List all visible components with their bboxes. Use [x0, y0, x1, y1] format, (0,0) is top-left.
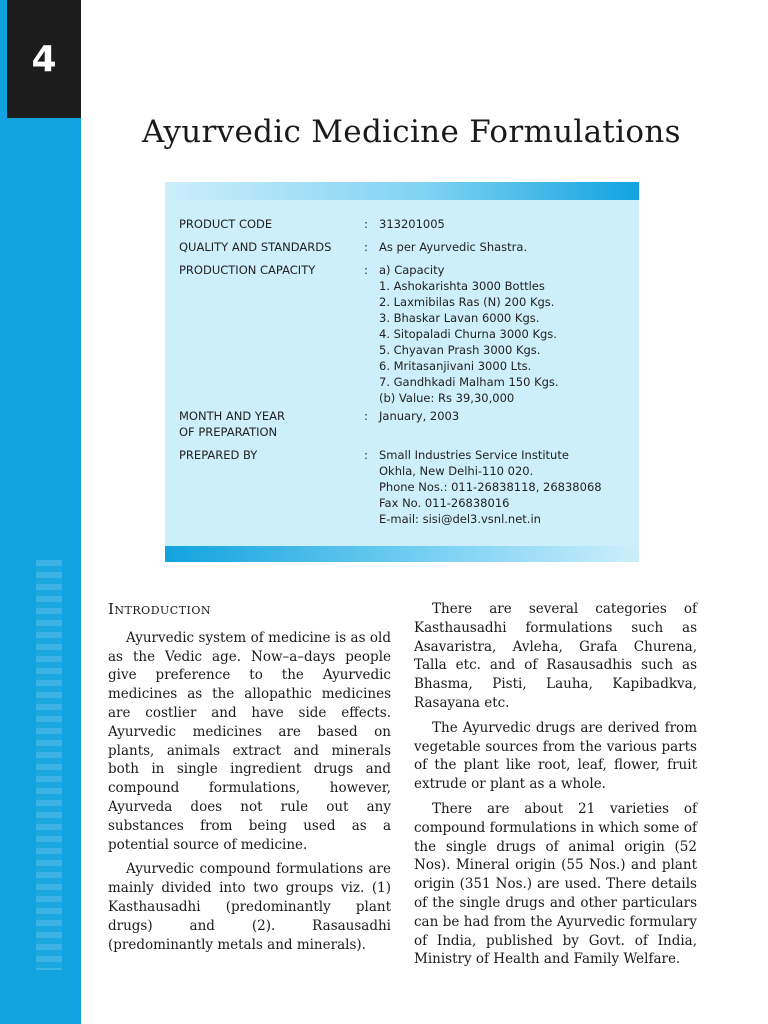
- info-label: PRODUCT CODE: [179, 217, 273, 231]
- left-column: [108, 600, 391, 960]
- section-heading: Introduction: [108, 600, 212, 618]
- chapter-number: 4: [7, 0, 81, 118]
- info-value-line: January, 2003: [379, 409, 460, 423]
- info-value-line: 1. Ashokarishta 3000 Bottles: [379, 279, 545, 293]
- info-value: [379, 447, 639, 527]
- info-value: [379, 239, 639, 255]
- info-colon: :: [364, 240, 368, 254]
- info-value: [379, 408, 639, 424]
- info-value: [379, 262, 639, 406]
- info-value-line: 6. Mritasanjivani 3000 Lts.: [379, 359, 532, 373]
- info-value-line: a) Capacity: [379, 263, 445, 277]
- info-label: PREPARED BY: [179, 448, 258, 462]
- info-value-line: Okhla, New Delhi-110 020.: [379, 464, 534, 478]
- info-box-bottom-bar: [165, 546, 639, 562]
- info-value-line: Fax No. 011-26838016: [379, 496, 510, 510]
- info-value-line: Small Industries Service Institute: [379, 448, 569, 462]
- info-colon: :: [364, 217, 368, 231]
- info-box-top-bar: [165, 182, 639, 200]
- info-value-line: 5. Chyavan Prash 3000 Kgs.: [379, 343, 541, 357]
- page-title: Ayurvedic Medicine Formulations: [142, 114, 681, 150]
- info-value-line: As per Ayurvedic Shastra.: [379, 240, 528, 254]
- info-colon: :: [364, 448, 368, 462]
- info-label: MONTH AND YEAR OF PREPARATION: [179, 409, 286, 439]
- info-value-line: Phone Nos.: 011-26838118, 26838068: [379, 480, 602, 494]
- info-value-line: 3. Bhaskar Lavan 6000 Kgs.: [379, 311, 540, 325]
- paragraph: There are several categories of Kasthausadhi formulations such as Asavaristra, Avleha, Grafa Churena, Talla etc. and of Rasausadhis such as Bhasma, Pisti, Lauha, Kapibadkva, Rasayana etc.: [414, 601, 697, 711]
- paragraph: Ayurvedic system of medicine is as old as the Vedic age. Now–a–days people give preference to the Ayurvedic medicines as the allopathic medicines are costlier and have side effects. Ayurvedic medicines are based on plants, animals extract and minerals both in single ingredient drugs and compound formulations, however, Ayurveda does not rule out any substances from being used as a potential source of medicine.: [108, 629, 391, 853]
- info-label: PRODUCTION CAPACITY: [179, 263, 316, 277]
- paragraph: Ayurvedic compound formulations are mainly divided into two groups viz. (1) Kasthausadhi (predominantly plant drugs) and (2). Rasausadhi (predominantly metals and minerals).: [108, 861, 391, 953]
- info-label: QUALITY AND STANDARDS: [179, 240, 332, 254]
- info-value-line: 2. Laxmibilas Ras (N) 200 Kgs.: [379, 295, 555, 309]
- info-colon: :: [364, 409, 368, 423]
- info-value-line: (b) Value: Rs 39,30,000: [379, 391, 515, 405]
- sidebar-stripe: [0, 0, 81, 1024]
- info-value: [379, 216, 639, 232]
- info-colon: :: [364, 263, 368, 277]
- right-column: [414, 600, 697, 975]
- info-box: [165, 182, 639, 562]
- info-value-line: 7. Gandhkadi Malham 150 Kgs.: [379, 375, 559, 389]
- info-value-line: E-mail: sisi@del3.vsnl.net.in: [379, 512, 541, 526]
- paragraph: There are about 21 varieties of compound formulations in which some of the single drugs of animal origin (52 Nos). Mineral origin (55 Nos.) and plant origin (351 Nos.) are used. There details of the single drugs and other particulars can be had from the Ayurvedic formulary of India, published by Govt. of India, Ministry of Health and Family Welfare.: [414, 800, 697, 968]
- info-value-line: 4. Sitopaladi Churna 3000 Kgs.: [379, 327, 557, 341]
- info-value-line: 313201005: [379, 217, 445, 231]
- paragraph: The Ayurvedic drugs are derived from vegetable sources from the various parts of the plant like root, leaf, flower, fruit extrude or plant as a whole.: [414, 719, 697, 793]
- sidebar-decoration: [36, 560, 62, 970]
